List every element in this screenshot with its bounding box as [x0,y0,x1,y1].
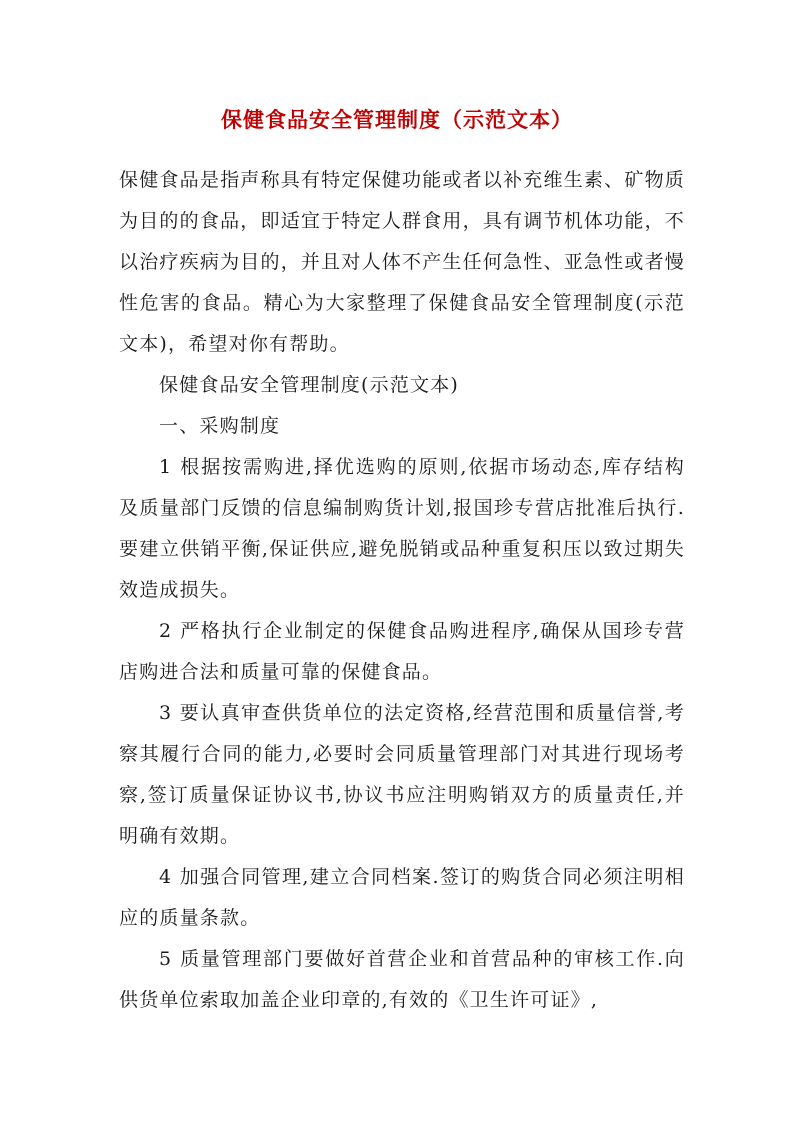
clause-paragraph-2: 2 严格执行企业制定的保健食品购进程序,确保从国珍专营店购进合法和质量可靠的保健食品。 [119,620,685,683]
subtitle-paragraph: 保健食品安全管理制度(示范文本) [159,374,460,396]
intro-paragraph: 保健食品是指声称具有特定保健功能或者以补充维生素、矿物质为目的的食品，即适宜于特定人群食用，具有调节机体功能，不以治疗疾病为目的，并且对人体不产生任何急性、亚急性或者慢性危害的食品。精心为大家整理了保健食品安全管理制度(示范文本)，希望对你有帮助。 [119,169,685,355]
document-body [119,160,685,1021]
clause-paragraph-5: 5 质量管理部门要做好首营企业和首营品种的审核工作.向供货单位索取加盖企业印章的,有效的《卫生许可证》, [119,948,685,1011]
clause-paragraph-1: 1 根据按需购进,择优选购的原则,依据市场动态,库存结构及质量部门反馈的信息编制购货计划,报国珍专营店批准后执行.要建立供销平衡,保证供应,避免脱销或品种重复积压以致过期失效造成损失。 [119,456,685,601]
section-heading: 一、采购制度 [159,415,281,437]
clause-paragraph-3: 3 要认真审查供货单位的法定资格,经营范围和质量信誉,考察其履行合同的能力,必要时会同质量管理部门对其进行现场考察,签订质量保证协议书,协议书应注明购销双方的质量责任,并明确有效期。 [119,702,685,847]
document-title: 保健食品安全管理制度（示范文本） [221,107,573,132]
clause-paragraph-4: 4 加强合同管理,建立合同档案.签订的购货合同必须注明相应的质量条款。 [119,866,685,929]
